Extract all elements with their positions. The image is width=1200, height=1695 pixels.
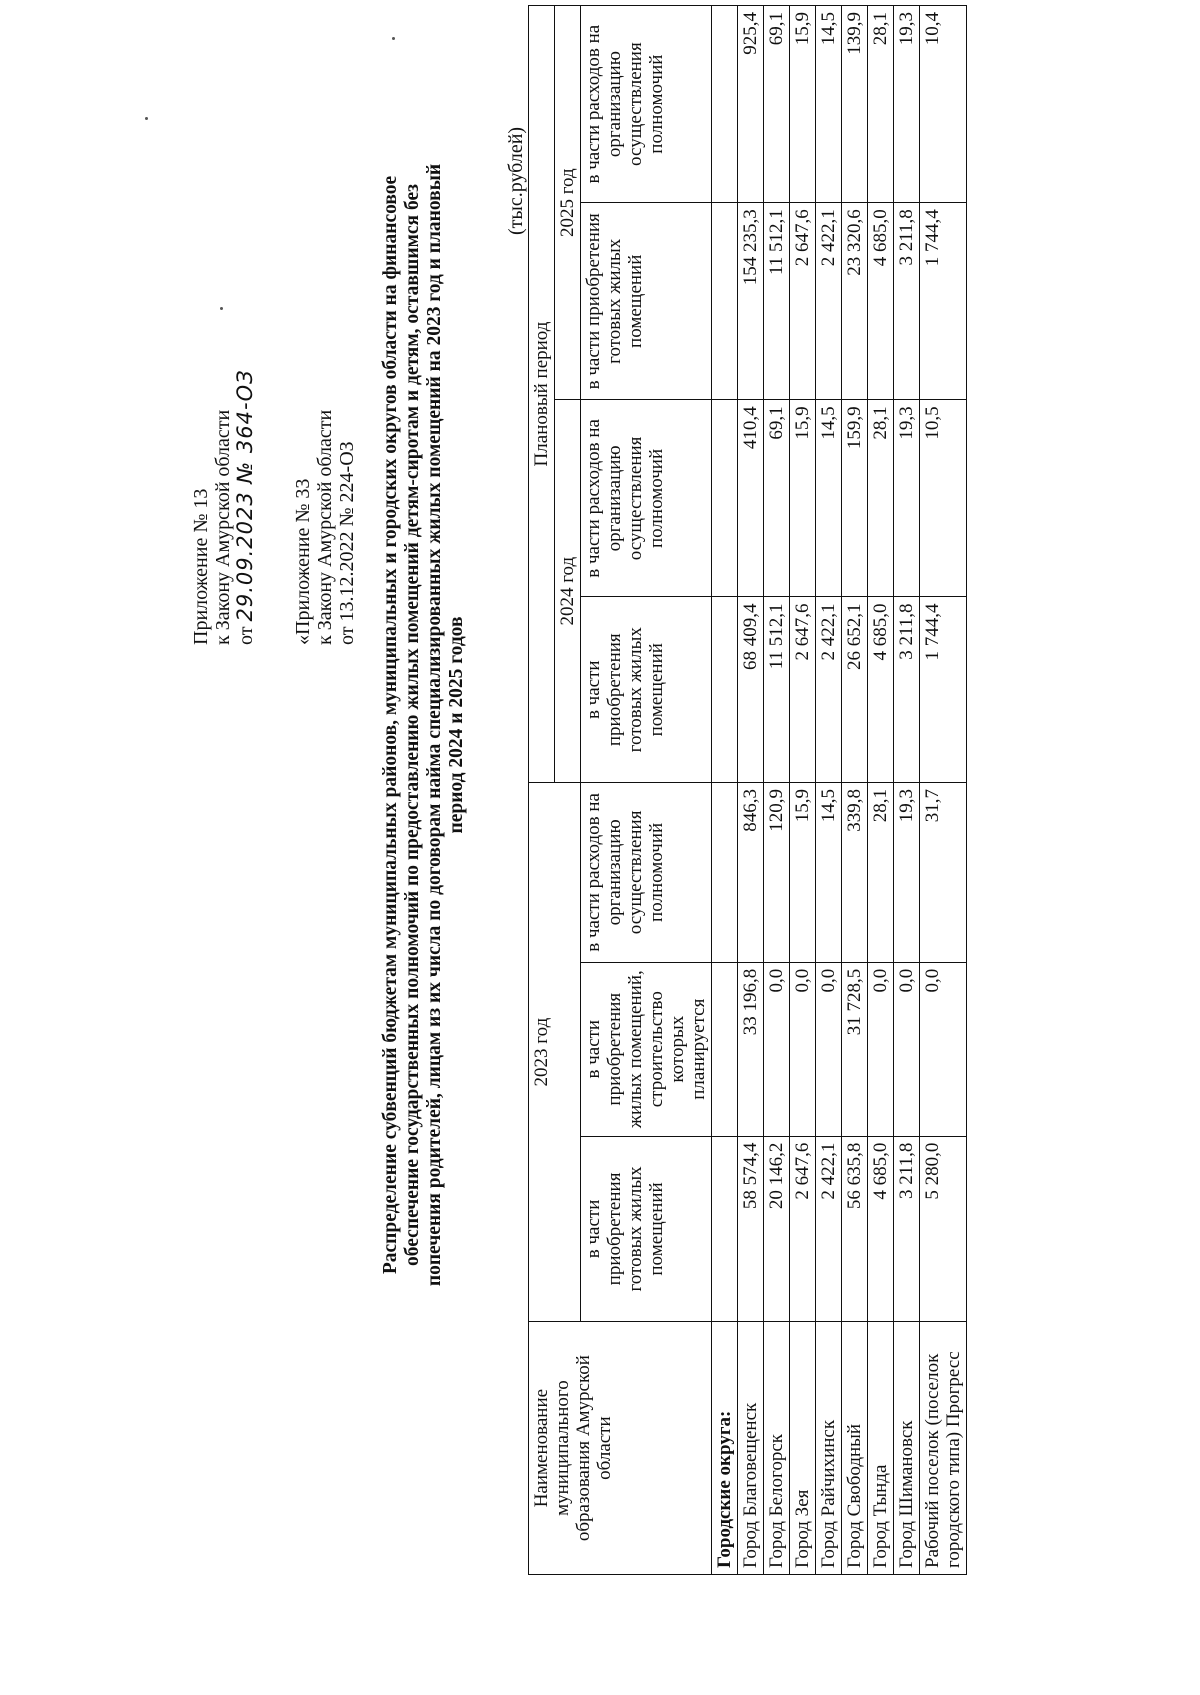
units-label: (тыс.рублей) [505, 126, 527, 235]
value-cell-v2024-admin: 69,1 [764, 400, 790, 597]
header-2023-construction: в части приобретения жилых помещений, строительство которых планируется [581, 962, 712, 1136]
value-cell-v2024-admin: 19,3 [894, 400, 920, 597]
appendix-law-ref: к Закону Амурской области [212, 409, 234, 645]
value-cell-v2023-constr: 0,0 [868, 962, 894, 1136]
document-title [380, 25, 468, 1425]
appendix-date-line [234, 369, 257, 645]
value-cell-v2025-admin: 15,9 [790, 6, 816, 203]
value-cell-v2025-admin: 925,4 [738, 6, 764, 203]
header-name: Наименование муниципального образования Амурской области [529, 1322, 712, 1575]
value-cell-v2025-ready: 154 235,3 [738, 203, 764, 400]
table-row [738, 6, 764, 1575]
handwritten-date-number: 29.09.2023 № 364-ОЗ [233, 369, 257, 622]
value-cell-v2025-admin: 28,1 [868, 6, 894, 203]
value-cell-v2024-ready: 2 422,1 [816, 597, 842, 783]
value-cell-v2023-constr: 0,0 [764, 962, 790, 1136]
value-cell-v2023-admin: 14,5 [816, 783, 842, 963]
table-body [712, 6, 967, 1575]
value-cell-v2024-admin: 10,5 [920, 400, 967, 597]
value-cell-v2023-admin: 19,3 [894, 783, 920, 963]
header-year-2024: 2024 год [555, 400, 581, 783]
table-row [842, 6, 868, 1575]
value-cell-v2024-ready: 3 211,8 [894, 597, 920, 783]
value-cell-v2024-admin: 15,9 [790, 400, 816, 597]
value-cell-v2024-admin: 410,4 [738, 400, 764, 597]
scan-speck [220, 307, 223, 310]
value-cell-v2023-ready: 4 685,0 [868, 1136, 894, 1322]
value-cell-v2024-admin: 14,5 [816, 400, 842, 597]
municipality-name-cell: Город Благовещенск [738, 1322, 764, 1575]
value-cell-v2023-admin: 15,9 [790, 783, 816, 963]
value-cell-v2025-ready: 2 647,6 [790, 203, 816, 400]
header-2024-admin: в части расходов на организацию осуществления полномочий [581, 400, 712, 597]
table-row [920, 6, 967, 1575]
old-appendix-law-ref: к Закону Амурской области [314, 409, 336, 645]
value-cell-v2023-constr: 31 728,5 [842, 962, 868, 1136]
table-row [816, 6, 842, 1575]
header-2023-ready: в части приобретения готовых жилых помещений [581, 1136, 712, 1322]
value-cell-v2024-ready: 2 647,6 [790, 597, 816, 783]
section-row [712, 6, 738, 1575]
municipality-name-cell: Город Шимановск [894, 1322, 920, 1575]
value-cell-v2025-ready: 3 211,8 [894, 203, 920, 400]
value-cell-v2025-ready: 23 320,6 [842, 203, 868, 400]
subsidy-table [528, 5, 967, 1575]
value-cell-v2023-constr: 0,0 [920, 962, 967, 1136]
value-cell-v2024-ready: 68 409,4 [738, 597, 764, 783]
scan-speck [145, 117, 148, 120]
header-planned-period: Плановый период [529, 6, 555, 783]
appendix-date-prefix: от [235, 626, 257, 645]
old-appendix-date: от 13.12.2022 № 224-ОЗ [336, 441, 358, 645]
header-2025-admin: в части расходов на организацию осуществления полномочий [581, 6, 712, 203]
value-cell-v2025-ready: 4 685,0 [868, 203, 894, 400]
table-row [868, 6, 894, 1575]
title-line: обеспечение государственных полномочий по предоставлению жилых помещений детям-сиротам и детям, оставшимся без [402, 184, 423, 1266]
value-cell-v2023-ready: 58 574,4 [738, 1136, 764, 1322]
appendix-header-new [190, 369, 257, 645]
value-cell-v2025-ready: 1 744,4 [920, 203, 967, 400]
value-cell-v2023-constr: 33 196,8 [738, 962, 764, 1136]
header-2024-ready: в части приобретения готовых жилых помещений [581, 597, 712, 783]
value-cell-v2023-admin: 846,3 [738, 783, 764, 963]
municipality-name-cell: Город Райчихинск [816, 1322, 842, 1575]
title-line: попечения родителей, лицам из их числа по договорам найма специализированных жилых помещений на 2023 год и плановый [424, 163, 445, 1287]
value-cell-v2023-ready: 2 647,6 [790, 1136, 816, 1322]
value-cell-v2023-constr: 0,0 [790, 962, 816, 1136]
value-cell-v2023-admin: 120,9 [764, 783, 790, 963]
value-cell-v2024-ready: 1 744,4 [920, 597, 967, 783]
value-cell-v2023-ready: 2 422,1 [816, 1136, 842, 1322]
value-cell-v2025-ready: 2 422,1 [816, 203, 842, 400]
municipality-name-cell: Город Белогорск [764, 1322, 790, 1575]
value-cell-v2025-ready: 11 512,1 [764, 203, 790, 400]
value-cell-v2024-ready: 11 512,1 [764, 597, 790, 783]
appendix-number: Приложение № 13 [190, 488, 212, 645]
value-cell-v2023-ready: 5 280,0 [920, 1136, 967, 1322]
table-row [764, 6, 790, 1575]
municipality-name-cell: Рабочий поселок (поселок городского типа) Прогресс [920, 1322, 967, 1575]
value-cell-v2025-admin: 14,5 [816, 6, 842, 203]
value-cell-v2023-admin: 28,1 [868, 783, 894, 963]
header-row [529, 6, 555, 1575]
value-cell-v2024-admin: 159,9 [842, 400, 868, 597]
header-year-2023: 2023 год [529, 783, 581, 1322]
value-cell-v2023-admin: 339,8 [842, 783, 868, 963]
value-cell-v2024-ready: 4 685,0 [868, 597, 894, 783]
header-2023-admin: в части расходов на организацию осуществления полномочий [581, 783, 712, 963]
municipality-name-cell: Город Свободный [842, 1322, 868, 1575]
value-cell-v2025-admin: 69,1 [764, 6, 790, 203]
appendix-header-old [292, 410, 358, 645]
header-2025-ready: в части приобретения готовых жилых помещений [581, 203, 712, 400]
value-cell-v2023-ready: 56 635,8 [842, 1136, 868, 1322]
municipality-name-cell: Город Зея [790, 1322, 816, 1575]
title-line: Распределение субвенций бюджетам муниципальных районов, муниципальных и городских округов области на финансовое [380, 175, 401, 1275]
value-cell-v2023-ready: 20 146,2 [764, 1136, 790, 1322]
old-appendix-number: «Приложение № 33 [292, 478, 314, 645]
value-cell-v2024-ready: 26 652,1 [842, 597, 868, 783]
value-cell-v2025-admin: 10,4 [920, 6, 967, 203]
value-cell-v2024-admin: 28,1 [868, 400, 894, 597]
table-row [790, 6, 816, 1575]
value-cell-v2023-ready: 3 211,8 [894, 1136, 920, 1322]
value-cell-v2023-admin: 31,7 [920, 783, 967, 963]
table-row [894, 6, 920, 1575]
header-year-2025: 2025 год [555, 6, 581, 400]
value-cell-v2025-admin: 139,9 [842, 6, 868, 203]
value-cell-v2025-admin: 19,3 [894, 6, 920, 203]
municipality-name-cell: Город Тында [868, 1322, 894, 1575]
section-label: Городские округа: [712, 1322, 738, 1575]
value-cell-v2023-constr: 0,0 [894, 962, 920, 1136]
value-cell-v2023-constr: 0,0 [816, 962, 842, 1136]
title-line: период 2024 и 2025 годов [446, 616, 467, 834]
